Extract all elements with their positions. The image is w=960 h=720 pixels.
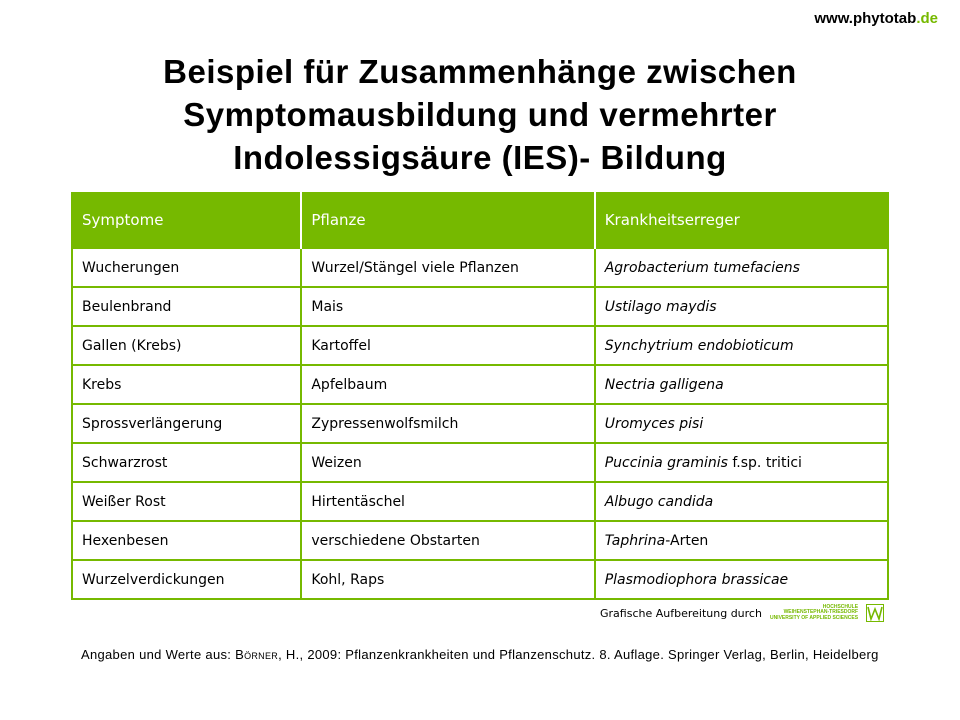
source-citation — [81, 646, 891, 664]
logo-line-2: WEIHENSTEPHAN-TRIESDORF — [783, 609, 859, 616]
title-line-2: Symptomausbildung und vermehrter — [183, 96, 777, 133]
site-url[interactable] — [814, 10, 938, 27]
cell-pathogen — [595, 443, 888, 482]
table-row — [72, 287, 888, 326]
table-row — [72, 482, 888, 521]
cell-pathogen — [595, 560, 888, 599]
table-row — [72, 365, 888, 404]
pathogen-suffix: -Arten — [665, 532, 709, 549]
table-row — [72, 248, 888, 287]
cell-symptom: Gallen (Krebs) — [72, 326, 301, 365]
cell-pathogen — [595, 521, 888, 560]
cell-pathogen — [595, 404, 888, 443]
cell-symptom: Beulenbrand — [72, 287, 301, 326]
site-url-tld: .de — [916, 10, 938, 27]
cell-pathogen — [595, 248, 888, 287]
table-header-row — [72, 192, 888, 248]
logo-line-1: HOCHSCHULE — [822, 603, 859, 610]
cell-plant: Hirtentäschel — [301, 482, 594, 521]
pathogen-name: Synchytrium endobioticum — [604, 337, 794, 354]
page-title — [0, 50, 960, 179]
cell-symptom: Schwarzrost — [72, 443, 301, 482]
source-author: Börner — [235, 647, 279, 662]
credit-block — [600, 604, 884, 622]
pathogen-name: Ustilago maydis — [604, 298, 717, 315]
cell-plant: Weizen — [301, 443, 594, 482]
cell-pathogen — [595, 365, 888, 404]
site-url-name: phytotab — [852, 10, 917, 27]
cell-symptom: Hexenbesen — [72, 521, 301, 560]
header-krankheitserreger: Krankheitserreger — [595, 192, 888, 248]
cell-symptom: Sprossverlängerung — [72, 404, 301, 443]
pathogen-name: Plasmodiophora brassicae — [604, 571, 789, 588]
title-line-3: Indolessigsäure (IES)- Bildung — [233, 139, 727, 176]
pathogen-name: Uromyces pisi — [604, 415, 704, 432]
cell-plant: verschiedene Obstarten — [301, 521, 594, 560]
pathogen-name: Taphrina — [604, 532, 666, 549]
source-suffix: , H., 2009: Pflanzenkrankheiten und Pflanzenschutz. 8. Auflage. Springer Verlag, Berlin, Heidelberg — [278, 647, 879, 662]
pathogen-name: Albugo candida — [604, 493, 714, 510]
symptom-table — [71, 192, 889, 600]
table-row — [72, 560, 888, 599]
cell-symptom: Wurzelverdickungen — [72, 560, 301, 599]
credit-label: Grafische Aufbereitung durch — [600, 606, 762, 620]
pathogen-name: Nectria galligena — [604, 376, 724, 393]
cell-plant: Wurzel/Stängel viele Pflanzen — [301, 248, 594, 287]
header-symptome: Symptome — [72, 192, 301, 248]
cell-symptom: Weißer Rost — [72, 482, 301, 521]
cell-symptom: Wucherungen — [72, 248, 301, 287]
cell-plant: Mais — [301, 287, 594, 326]
pathogen-suffix: f.sp. tritici — [727, 454, 802, 471]
table-row — [72, 404, 888, 443]
university-logo-text — [770, 605, 858, 622]
site-url-prefix: www. — [814, 10, 853, 27]
table-row — [72, 521, 888, 560]
pathogen-name: Agrobacterium tumefaciens — [604, 259, 800, 276]
cell-pathogen — [595, 326, 888, 365]
table-row — [72, 326, 888, 365]
pathogen-name: Puccinia graminis — [604, 454, 728, 471]
title-line-1: Beispiel für Zusammenhänge zwischen — [163, 53, 797, 90]
cell-plant: Zypressenwolfsmilch — [301, 404, 594, 443]
header-pflanze: Pflanze — [301, 192, 594, 248]
cell-pathogen — [595, 287, 888, 326]
source-prefix: Angaben und Werte aus: — [81, 647, 236, 662]
cell-symptom: Krebs — [72, 365, 301, 404]
logo-line-3: UNIVERSITY OF APPLIED SCIENCES — [769, 614, 859, 621]
university-logo-icon — [866, 604, 884, 622]
table-row — [72, 443, 888, 482]
cell-plant: Apfelbaum — [301, 365, 594, 404]
cell-pathogen — [595, 482, 888, 521]
cell-plant: Kartoffel — [301, 326, 594, 365]
cell-plant: Kohl, Raps — [301, 560, 594, 599]
